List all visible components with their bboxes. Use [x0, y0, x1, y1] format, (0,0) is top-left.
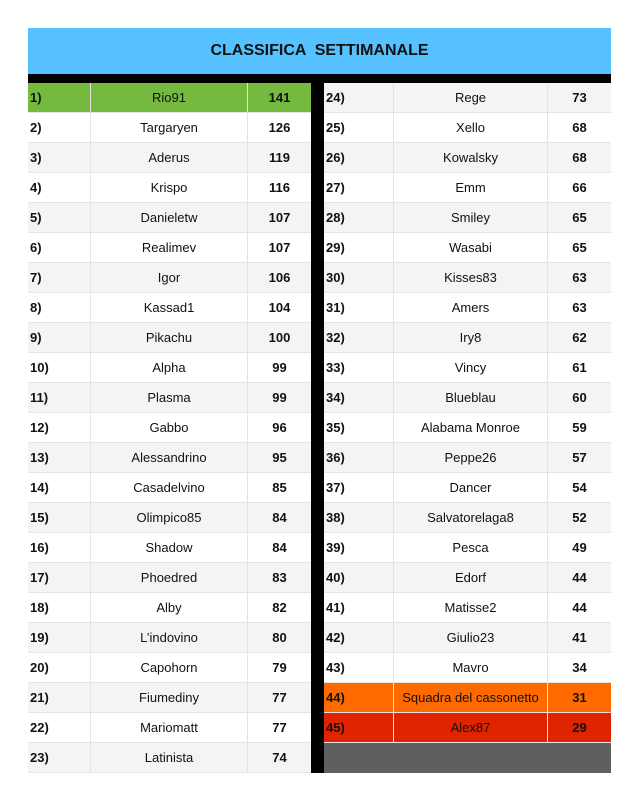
rank-cell: 45) [324, 713, 394, 742]
table-row [28, 173, 311, 203]
name-cell: Krispo [91, 173, 248, 202]
name-cell: Alpha [91, 353, 248, 382]
table-row [324, 353, 611, 383]
table-row [28, 263, 311, 293]
table-row [324, 83, 611, 113]
table-row [28, 143, 311, 173]
table-row [28, 593, 311, 623]
rank-cell: 9) [28, 323, 91, 352]
rank-cell: 20) [28, 653, 91, 682]
name-cell: Smiley [394, 203, 548, 232]
rank-cell: 16) [28, 533, 91, 562]
ranking-table-left [28, 83, 311, 773]
name-cell: Giulio23 [394, 623, 548, 652]
score-cell: 104 [268, 300, 291, 315]
score-cell: 68 [572, 150, 587, 165]
rank-cell: 8) [28, 293, 91, 322]
score-cell: 83 [272, 570, 287, 585]
name-cell: Alby [91, 593, 248, 622]
table-row [28, 533, 311, 563]
name-cell: Blueblau [394, 383, 548, 412]
rank-cell: 34) [324, 383, 394, 412]
name-cell: Alabama Monroe [394, 413, 548, 442]
rank-cell: 37) [324, 473, 394, 502]
name-cell: Latinista [91, 743, 248, 772]
table-row [324, 113, 611, 143]
name-cell: Pikachu [91, 323, 248, 352]
score-cell: 57 [572, 450, 587, 465]
score-cell: 96 [272, 420, 287, 435]
score-cell: 65 [572, 210, 587, 225]
score-cell: 106 [268, 270, 291, 285]
table-row [28, 503, 311, 533]
name-cell: Kassad1 [91, 293, 248, 322]
score-cell: 63 [572, 270, 587, 285]
name-cell: Vincy [394, 353, 548, 382]
score-cell: 44 [572, 600, 587, 615]
score-cell: 49 [572, 540, 587, 555]
score-cell: 29 [572, 720, 587, 735]
name-cell: Emm [394, 173, 548, 202]
table-row [28, 233, 311, 263]
table-row [324, 143, 611, 173]
rank-cell: 5) [28, 203, 91, 232]
score-cell: 119 [269, 150, 290, 165]
table-row [324, 653, 611, 683]
rank-cell: 11) [28, 383, 91, 412]
empty-cell [324, 743, 611, 773]
table-row [324, 203, 611, 233]
rank-cell: 44) [324, 683, 394, 712]
table-row [28, 563, 311, 593]
table-row [28, 353, 311, 383]
name-cell: Olimpico85 [91, 503, 248, 532]
rank-cell: 27) [324, 173, 394, 202]
rank-cell: 1) [28, 83, 91, 112]
score-cell: 95 [272, 450, 287, 465]
table-row [28, 743, 311, 773]
score-cell: 34 [572, 660, 587, 675]
table-row [324, 263, 611, 293]
score-cell: 77 [272, 720, 287, 735]
rank-cell: 12) [28, 413, 91, 442]
name-cell: Casadelvino [91, 473, 248, 502]
rank-cell: 23) [28, 743, 91, 772]
name-cell: Salvatorelaga8 [394, 503, 548, 532]
name-cell: Capohorn [91, 653, 248, 682]
name-cell: L’indovino [91, 623, 248, 652]
name-cell: Rio91 [91, 83, 248, 112]
table-row [324, 233, 611, 263]
table-row [324, 443, 611, 473]
name-cell: Plasma [91, 383, 248, 412]
rank-cell: 26) [324, 143, 394, 172]
table-row [324, 713, 611, 743]
score-cell: 99 [272, 360, 287, 375]
rank-cell: 19) [28, 623, 91, 652]
rank-cell: 17) [28, 563, 91, 592]
name-cell: Kowalsky [394, 143, 548, 172]
score-cell: 65 [572, 240, 587, 255]
table-row [28, 623, 311, 653]
name-cell: Mavro [394, 653, 548, 682]
rank-cell: 43) [324, 653, 394, 682]
table-row [324, 413, 611, 443]
table-row [324, 323, 611, 353]
name-cell: Mariomatt [91, 713, 248, 742]
column-divider [311, 83, 324, 773]
table-row [28, 413, 311, 443]
score-cell: 73 [572, 90, 587, 105]
name-cell: Dancer [394, 473, 548, 502]
name-cell: Aderus [91, 143, 248, 172]
rank-cell: 10) [28, 353, 91, 382]
rank-cell: 31) [324, 293, 394, 322]
rank-cell: 22) [28, 713, 91, 742]
name-cell: Danieletw [91, 203, 248, 232]
name-cell: Kisses83 [394, 263, 548, 292]
score-cell: 62 [572, 330, 587, 345]
score-cell: 85 [272, 480, 287, 495]
table-row [28, 383, 311, 413]
name-cell: Gabbo [91, 413, 248, 442]
table-title: CLASSIFICA SETTIMANALE [28, 28, 611, 74]
name-cell: Fiumediny [91, 683, 248, 712]
rank-cell: 36) [324, 443, 394, 472]
name-cell: Realimev [91, 233, 248, 262]
name-cell: Matisse2 [394, 593, 548, 622]
rank-cell: 21) [28, 683, 91, 712]
score-cell: 31 [572, 690, 587, 705]
score-cell: 54 [572, 480, 587, 495]
score-cell: 41 [572, 630, 587, 645]
table-row [324, 623, 611, 653]
rank-cell: 41) [324, 593, 394, 622]
score-cell: 80 [272, 630, 287, 645]
table-row [28, 683, 311, 713]
name-cell: Xello [394, 113, 548, 142]
name-cell: Alessandrino [91, 443, 248, 472]
table-row [28, 323, 311, 353]
rank-cell: 6) [28, 233, 91, 262]
score-cell: 100 [268, 330, 291, 345]
rank-cell: 35) [324, 413, 394, 442]
score-cell: 107 [268, 210, 291, 225]
table-row [324, 683, 611, 713]
rank-cell: 32) [324, 323, 394, 352]
rank-cell: 28) [324, 203, 394, 232]
score-cell: 61 [572, 360, 587, 375]
name-cell: Rege [394, 83, 548, 112]
score-cell: 99 [272, 390, 287, 405]
name-cell: Wasabi [394, 233, 548, 262]
rank-cell: 7) [28, 263, 91, 292]
name-cell: Phoedred [91, 563, 248, 592]
rank-cell: 14) [28, 473, 91, 502]
rank-cell: 40) [324, 563, 394, 592]
name-cell: Pesca [394, 533, 548, 562]
table-row [324, 503, 611, 533]
table-row [324, 383, 611, 413]
score-cell: 44 [572, 570, 587, 585]
table-row [324, 563, 611, 593]
name-cell: Amers [394, 293, 548, 322]
table-row [28, 443, 311, 473]
rank-cell: 42) [324, 623, 394, 652]
name-cell: Alex87 [394, 713, 548, 742]
score-cell: 107 [268, 240, 291, 255]
rank-cell: 3) [28, 143, 91, 172]
score-cell: 74 [272, 750, 287, 765]
score-cell: 141 [268, 90, 291, 105]
name-cell: Edorf [394, 563, 548, 592]
rank-cell: 2) [28, 113, 91, 142]
table-row [28, 653, 311, 683]
name-cell: Shadow [91, 533, 248, 562]
score-cell: 59 [572, 420, 587, 435]
name-cell: Targaryen [91, 113, 248, 142]
rank-cell: 33) [324, 353, 394, 382]
score-cell: 68 [572, 120, 587, 135]
rank-cell: 25) [324, 113, 394, 142]
score-cell: 82 [272, 600, 287, 615]
rank-cell: 29) [324, 233, 394, 262]
table-row [324, 533, 611, 563]
rank-cell: 4) [28, 173, 91, 202]
name-cell: Squadra del cassonetto [394, 683, 548, 712]
table-row [324, 293, 611, 323]
score-cell: 66 [572, 180, 587, 195]
table-row [28, 473, 311, 503]
table-row [28, 713, 311, 743]
rank-cell: 15) [28, 503, 91, 532]
score-cell: 77 [272, 690, 287, 705]
score-cell: 84 [272, 540, 287, 555]
table-row [324, 173, 611, 203]
table-row [28, 83, 311, 113]
score-cell: 52 [572, 510, 587, 525]
rank-cell: 13) [28, 443, 91, 472]
score-cell: 126 [268, 120, 291, 135]
score-cell: 116 [269, 180, 290, 195]
rank-cell: 30) [324, 263, 394, 292]
rank-cell: 18) [28, 593, 91, 622]
table-row [324, 593, 611, 623]
name-cell: Peppe26 [394, 443, 548, 472]
score-cell: 63 [572, 300, 587, 315]
ranking-table-right [324, 83, 611, 773]
score-cell: 84 [272, 510, 287, 525]
header-divider [28, 74, 611, 83]
rank-cell: 39) [324, 533, 394, 562]
rank-cell: 24) [324, 83, 394, 112]
table-row [28, 203, 311, 233]
name-cell: Iry8 [394, 323, 548, 352]
score-cell: 79 [272, 660, 287, 675]
score-cell: 60 [572, 390, 587, 405]
name-cell: Igor [91, 263, 248, 292]
table-row [324, 473, 611, 503]
table-row [28, 113, 311, 143]
rank-cell: 38) [324, 503, 394, 532]
table-row [28, 293, 311, 323]
